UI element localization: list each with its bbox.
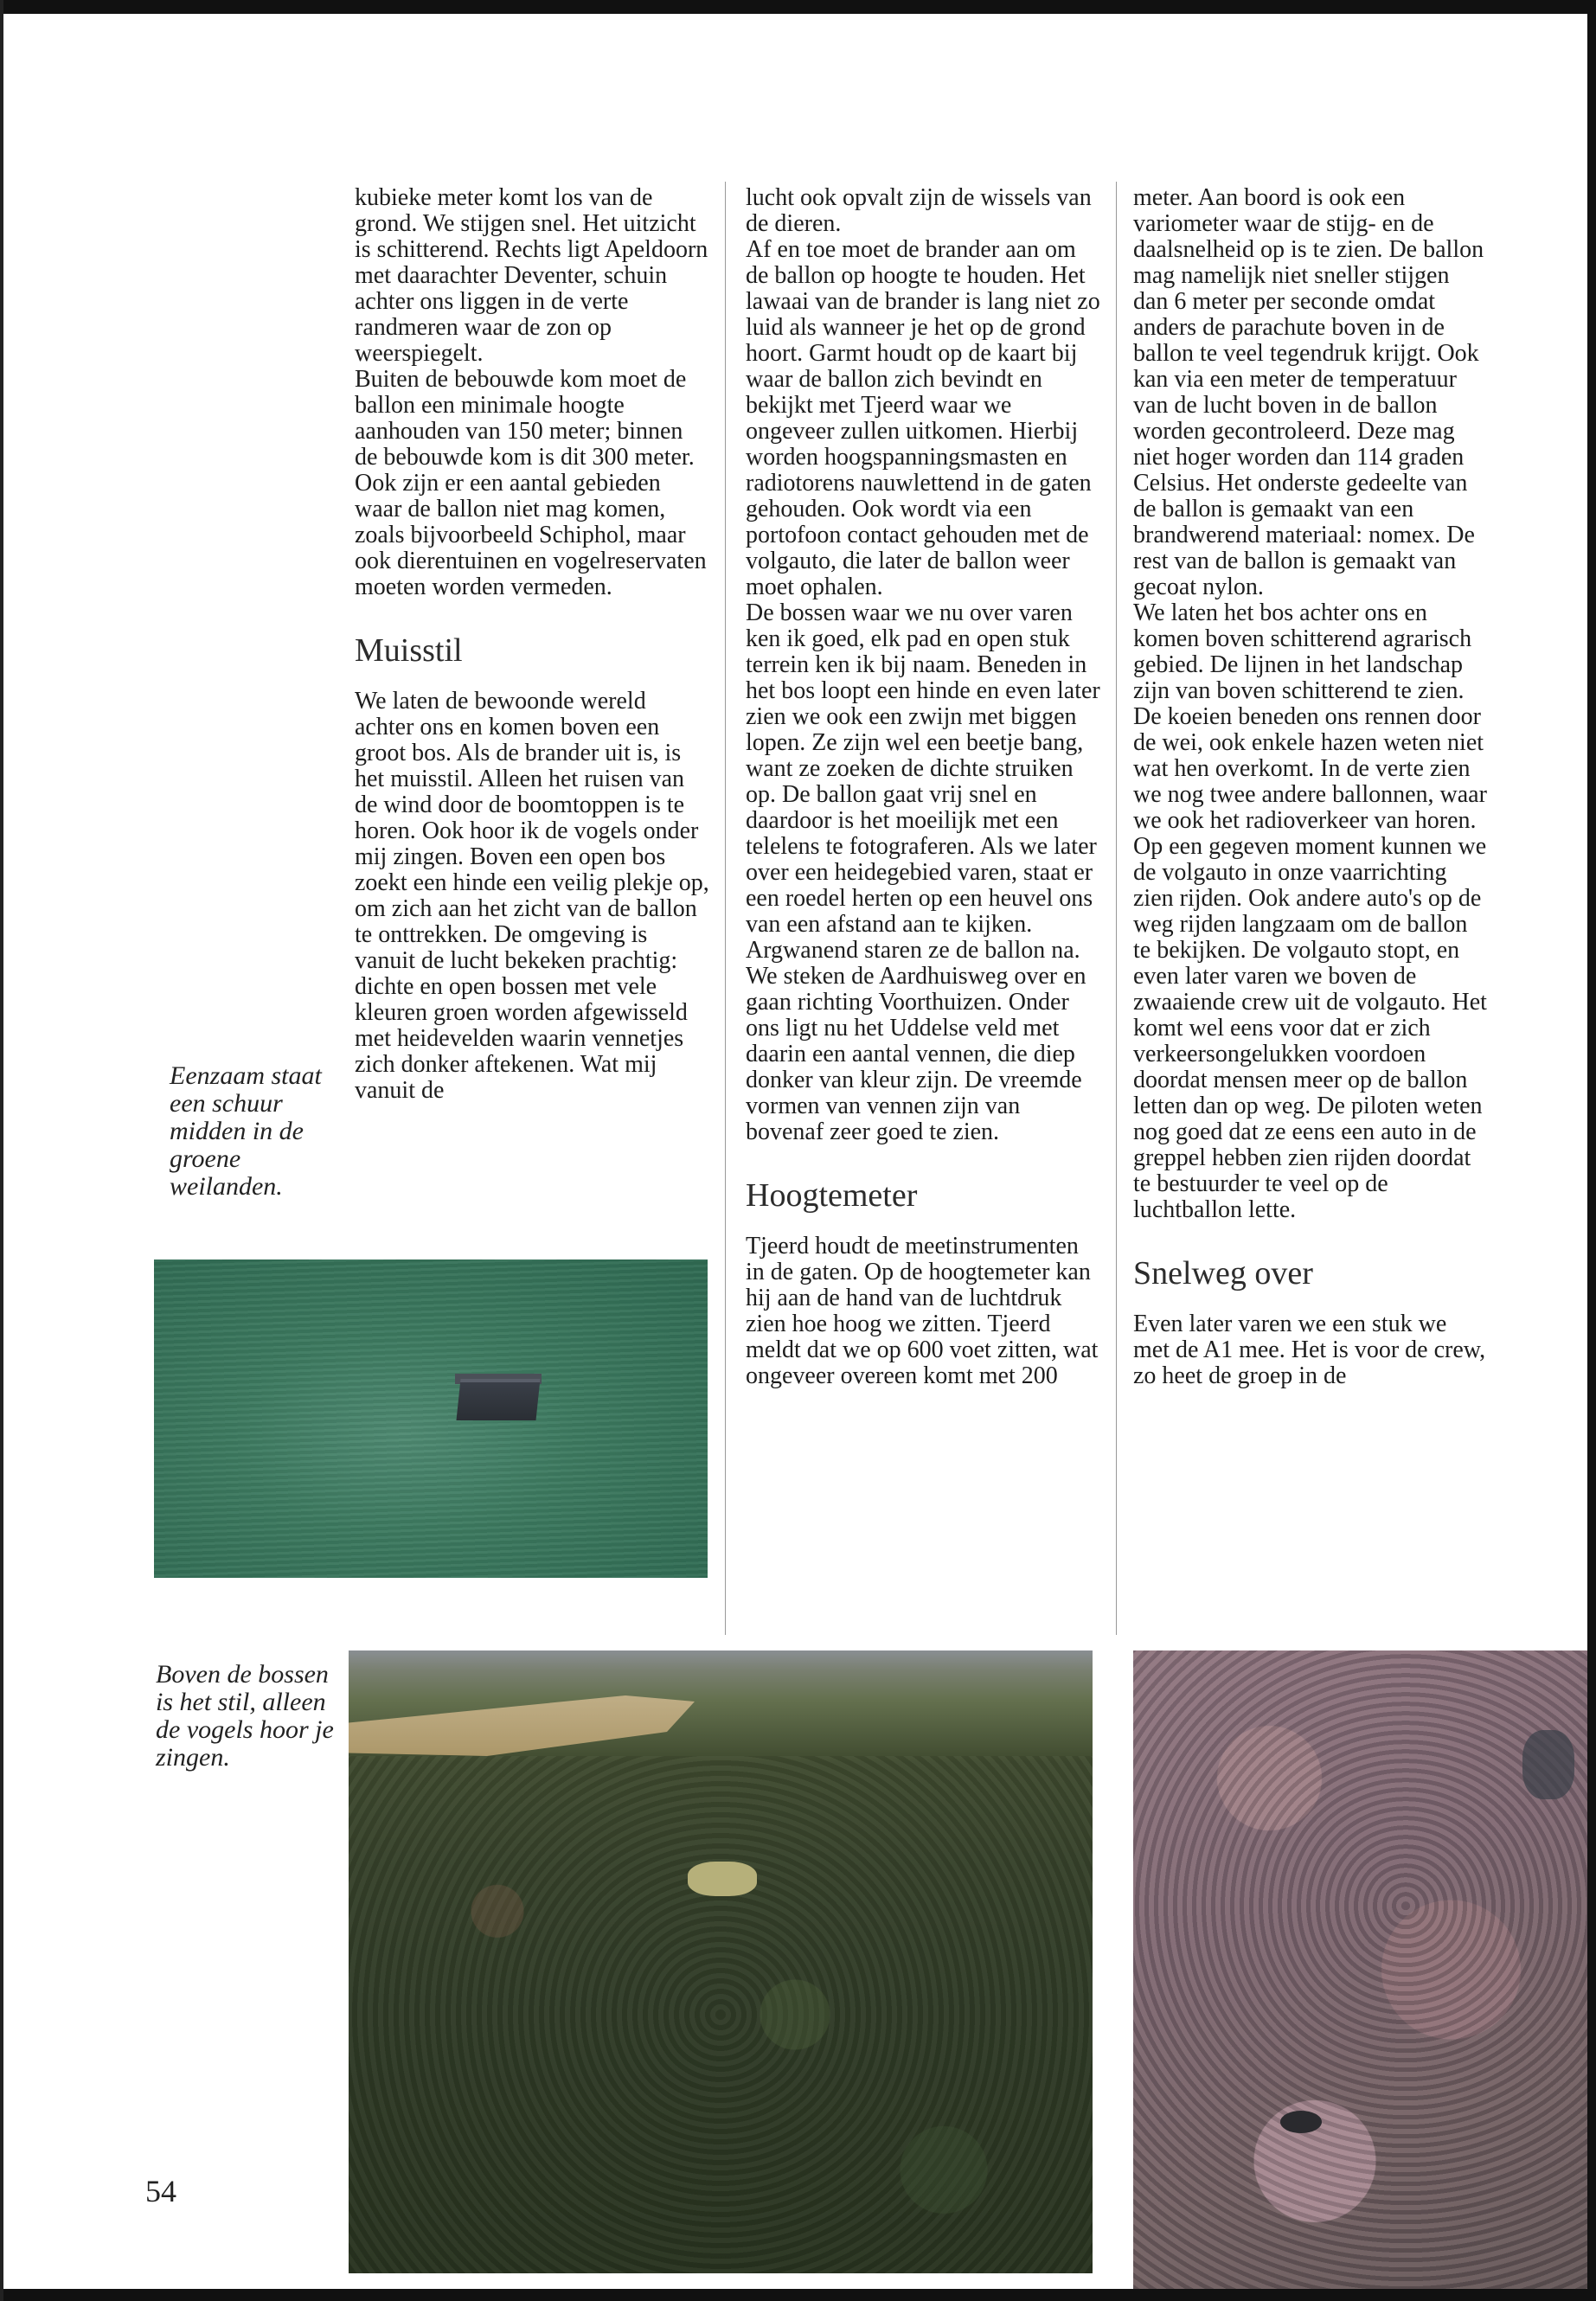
photo-heathland-aerial bbox=[1133, 1650, 1587, 2289]
scan-border-top bbox=[0, 0, 1596, 14]
column1-paragraph-3: We laten de bewoonde wereld achter ons en komen boven een groot bos. Als de brander uit is, is het muisstil. Alleen het ruisen van de wind door de boomtoppen is te horen. Ook hoor ik de vogels onder mij zingen. Boven een open bos zoekt een hinde een veilig plekje op, om zich aan het zicht van de ballon te onttrekken. De omgeving is vanuit de lucht bekeken prachtig: dichte en open bossen met vele kleuren groen worden afgewisseld met heidevelden waarin vennetjes zich donker aftekenen. Wat mij vanuit de bbox=[355, 688, 709, 1104]
heading-hoogtemeter: Hoogtemeter bbox=[746, 1177, 918, 1214]
heath-pond bbox=[1280, 2111, 1322, 2133]
page-number: 54 bbox=[145, 2174, 176, 2208]
text-column-1 bbox=[355, 185, 709, 1104]
photo-barn-in-meadow bbox=[154, 1259, 708, 1578]
column3-paragraph-1: meter. Aan boord is ook een variometer waar de stijg- en de daalsnelheid op is te zien. De ballon mag namelijk niet sneller stijgen dan 6 meter per seconde omdat anders de parachute boven in de ballon te veel tegendruk krijgt. Ook kan via een meter de temperatuur van de lucht boven in de ballon worden gecontroleerd. Deze mag niet hoger worden dan 114 graden Celsius. Het onderste gedeelte van de ballon is gemaakt van een brandwerend materiaal: nomex. De rest van de ballon is gemaakt van gecoat nylon. bbox=[1133, 184, 1484, 600]
column-divider-1 bbox=[725, 182, 726, 1635]
column2-paragraph-3: De bossen waar we nu over varen ken ik goed, elk pad en open stuk terrein ken ik bij naam. Beneden in het bos loopt een hinde en even later zien we ook een zwijn met biggen lopen. Ze zijn wel een beetje bang, want ze zoeken de dichte struiken op. De ballon gaat vrij snel en daardoor is het moeilijk met een telelens te fotograferen. Als we later over een heidegebied varen, staat er een roedel herten op een heuvel ons van een afstand aan te kijken. Argwanend staren ze de ballon na. We steken de Aardhuisweg over en gaan richting Voorthuizen. Onder ons ligt nu het Uddelse veld met daarin een aantal vennen, die diep donker van kleur zijn. De vreemde vormen van vennen zijn van bovenaf zeer goed te zien. bbox=[746, 599, 1100, 1145]
heading-muisstil: Muisstil bbox=[355, 632, 463, 669]
column3-paragraph-3: Op een gegeven moment kunnen we de volgauto in onze vaarrichting zien rijden. Ook andere auto's op de weg rijden langzaam om de ballon te bekijken. De volgauto stopt, en even later varen we boven de zwaaiende crew uit de volgauto. Het komt wel eens voor dat er zich verkeersongelukken voordoen doordat mensen meer op de ballon letten dan op weg. De piloten weten nog goed dat ze eens een auto in de greppel hebben zien rijden doordat te bestuurder te veel op de luchtballon lette. bbox=[1133, 833, 1487, 1223]
scan-border-right bbox=[1587, 0, 1596, 2301]
barn-shape bbox=[456, 1379, 540, 1420]
column3-paragraph-2: We laten het bos achter ons en komen boven schitterend agrarisch gebied. De lijnen in het landschap zijn van boven schitterend te zien. De koeien beneden ons rennen door de wei, ook enkele hazen weten niet wat hen overkomt. In de verte zien we nog twee andere ballonnen, waar we ook het radioverkeer van horen. bbox=[1133, 599, 1487, 834]
column2-paragraph-4: Tjeerd houdt de meetinstrumenten in de gaten. Op de hoogtemeter kan hij aan de hand van de luchtdruk zien hoe hoog we zitten. Tjeerd meldt dat we op 600 voet zitten, wat ongeveer overeen komt met 200 bbox=[746, 1233, 1099, 1389]
scan-border-left bbox=[0, 0, 3, 2301]
column2-paragraph-2: Af en toe moet de brander aan om de ballon op hoogte te houden. Het lawaai van de brander is lang niet zo luid als wanneer je het op de grond hoort. Garmt houdt op de kaart bij waar de ballon zich bevindt en bekijkt met Tjeerd waar we ongeveer zullen uitkomen. Hierbij worden hoogspanningsmasten en radiotorens nauwlettend in de gaten gehouden. Ook wordt via een portofoon contact gehouden met de volgauto, die later de ballon weer moet ophalen. bbox=[746, 236, 1100, 600]
scan-border-bottom bbox=[0, 2289, 1596, 2301]
forest-canopy-texture bbox=[349, 1756, 1093, 2273]
column-divider-2 bbox=[1116, 182, 1117, 1635]
column2-paragraph-1: lucht ook opvalt zijn de wissels van de dieren. bbox=[746, 184, 1092, 237]
column1-intro: kubieke meter komt los van de grond. We stijgen snel. Het uitzicht is schitterend. Rechts ligt Apeldoorn met daarachter Deventer, schuin achter ons liggen in de verte randmeren waar de zon op weerspiegelt. bbox=[355, 184, 708, 367]
caption-barn: Eenzaam staat een schuur midden in de groene weilanden. bbox=[170, 1061, 322, 1201]
column3-paragraph-4: Even later varen we een stuk we met de A1 mee. Het is voor de crew, zo heet de groep in de bbox=[1133, 1311, 1486, 1389]
text-column-3 bbox=[1133, 185, 1488, 1389]
heading-snelweg-over: Snelweg over bbox=[1133, 1255, 1313, 1292]
caption-forest: Boven de bossen is het stil, alleen de vogels hoor je zingen. bbox=[156, 1660, 334, 1772]
text-column-2 bbox=[746, 185, 1100, 1389]
forest-small-clearing bbox=[688, 1862, 757, 1896]
column1-paragraph-2: Buiten de bebouwde kom moet de ballon een minimale hoogte aanhouden van 150 meter; binnen de bebouwde kom is dit 300 meter. Ook zijn er een aantal gebieden waar de ballon niet mag komen, zoals bijvoorbeeld Schiphol, maar ook dierentuinen en vogelreservaten moeten worden vermeden. bbox=[355, 366, 707, 600]
heath-pond-2 bbox=[1522, 1730, 1574, 1799]
